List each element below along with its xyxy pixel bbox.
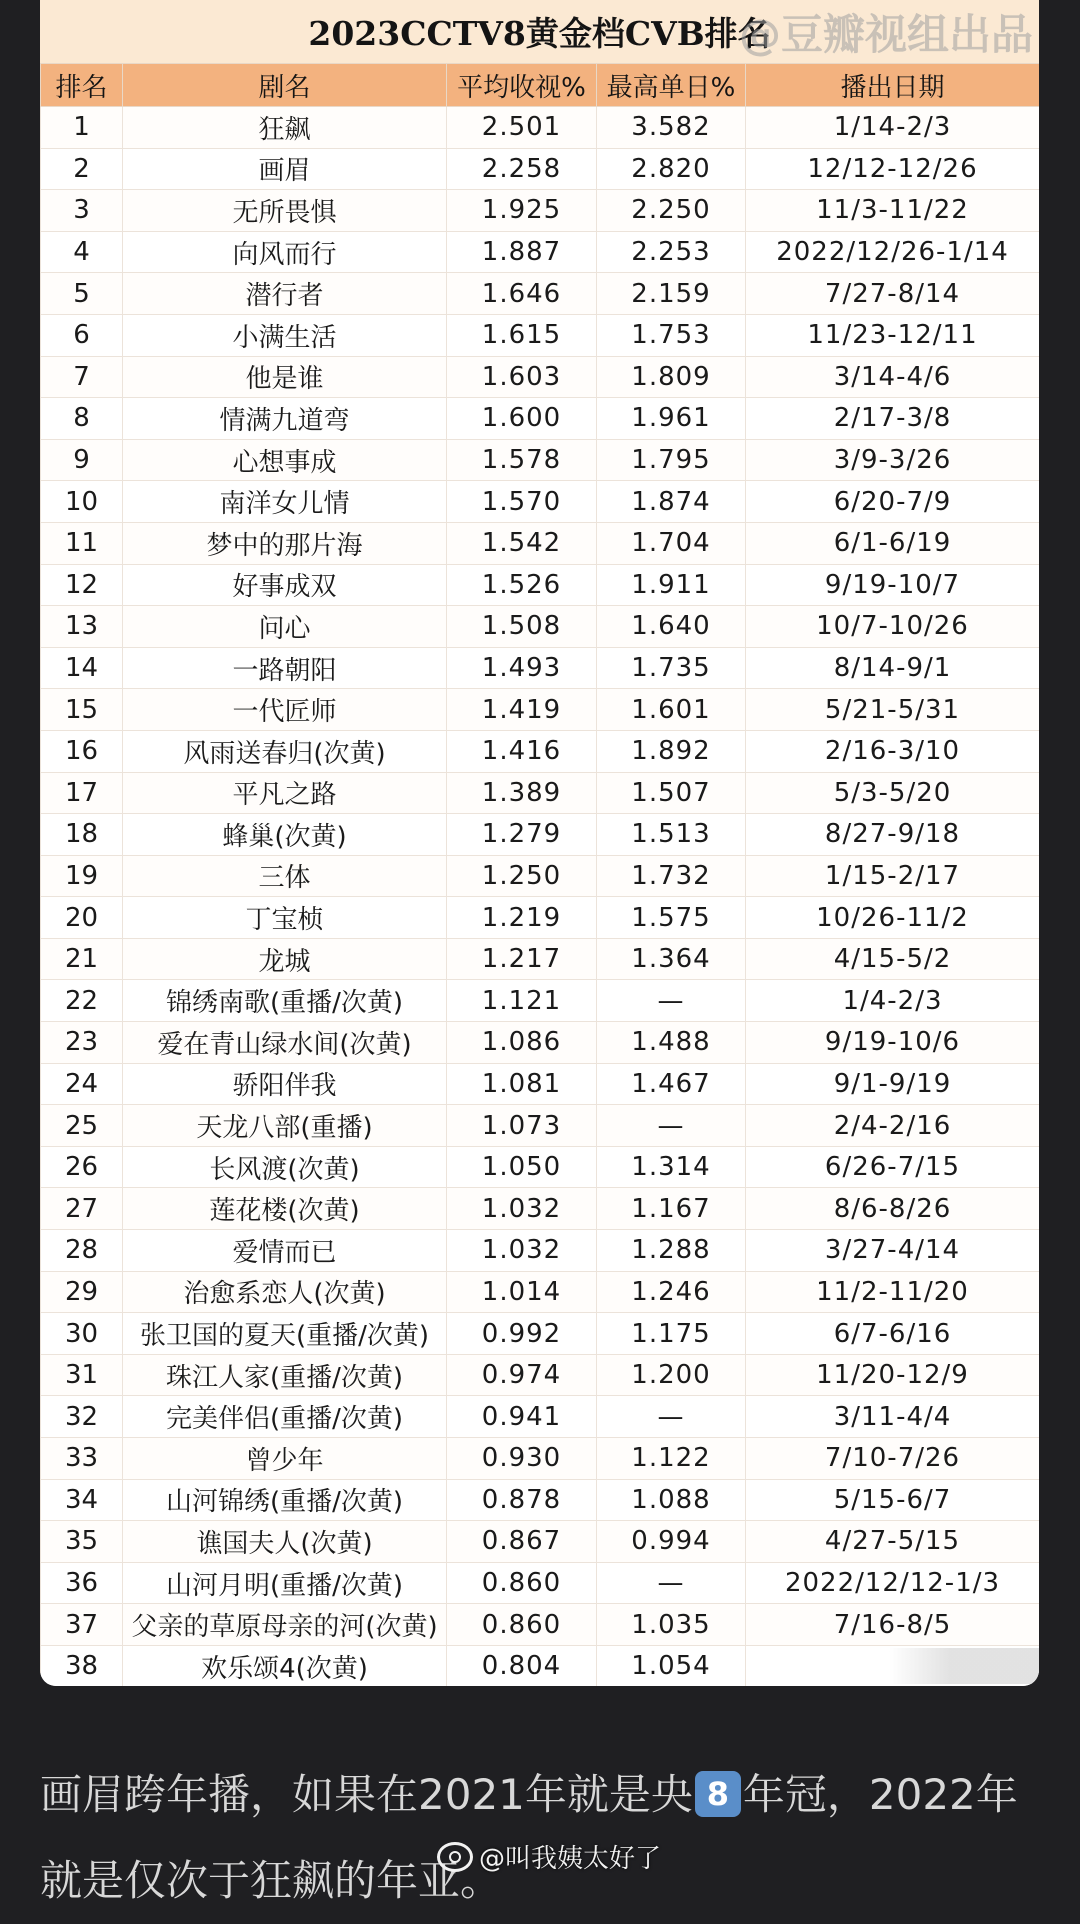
max-rating-cell: 1.640 <box>597 606 746 648</box>
avg-rating-cell: 1.416 <box>447 730 597 772</box>
max-rating-cell: 2.159 <box>597 273 746 315</box>
avg-rating-cell: 1.389 <box>447 772 597 814</box>
header-air-date: 播出日期 <box>746 64 1040 107</box>
max-rating-cell: 1.735 <box>597 647 746 689</box>
air-date-cell: 11/20-12/9 <box>746 1354 1040 1396</box>
table-row <box>41 814 1040 856</box>
max-rating-cell: 1.175 <box>597 1313 746 1355</box>
title-cell: 爱在青山绿水间(次黄) <box>123 1022 447 1064</box>
table-body <box>41 107 1040 1687</box>
table-row <box>41 730 1040 772</box>
avg-rating-cell: 1.578 <box>447 439 597 481</box>
max-rating-cell: — <box>597 1396 746 1438</box>
air-date-cell: 7/27-8/14 <box>746 273 1040 315</box>
table-title: 2023CCTV8黄金档CVB排名 <box>308 14 771 53</box>
table-row <box>41 107 1040 149</box>
rank-cell: 31 <box>41 1354 123 1396</box>
avg-rating-cell: 1.279 <box>447 814 597 856</box>
weibo-logo-icon <box>437 1842 473 1872</box>
avg-rating-cell: 1.570 <box>447 481 597 523</box>
table-row <box>41 1230 1040 1272</box>
title-cell: 风雨送春归(次黄) <box>123 730 447 772</box>
avg-rating-cell: 0.860 <box>447 1604 597 1646</box>
max-rating-cell: 1.507 <box>597 772 746 814</box>
max-rating-cell: 1.911 <box>597 564 746 606</box>
table-row <box>41 564 1040 606</box>
air-date-cell: 3/9-3/26 <box>746 439 1040 481</box>
rank-cell: 37 <box>41 1604 123 1646</box>
table-row <box>41 481 1040 523</box>
title-cell: 锦绣南歌(重播/次黄) <box>123 980 447 1022</box>
air-date-cell: 12/12-12/26 <box>746 148 1040 190</box>
max-rating-cell: 1.874 <box>597 481 746 523</box>
avg-rating-cell: 1.646 <box>447 273 597 315</box>
table-row <box>41 1562 1040 1604</box>
table-row <box>41 938 1040 980</box>
max-rating-cell: 1.601 <box>597 689 746 731</box>
air-date-cell: 8/14-9/1 <box>746 647 1040 689</box>
air-date-cell: 5/21-5/31 <box>746 689 1040 731</box>
title-cell: 龙城 <box>123 938 447 980</box>
avg-rating-cell: 1.925 <box>447 190 597 232</box>
title-cell: 完美伴侣(重播/次黄) <box>123 1396 447 1438</box>
avg-rating-cell: 1.050 <box>447 1146 597 1188</box>
table-row <box>41 772 1040 814</box>
avg-rating-cell: 1.526 <box>447 564 597 606</box>
table-row <box>41 689 1040 731</box>
air-date-cell: 2/4-2/16 <box>746 1105 1040 1147</box>
avg-rating-cell: 0.804 <box>447 1645 597 1686</box>
title-cell: 珠江人家(重播/次黄) <box>123 1354 447 1396</box>
rank-cell: 34 <box>41 1479 123 1521</box>
rank-cell: 33 <box>41 1438 123 1480</box>
title-cell: 问心 <box>123 606 447 648</box>
rank-cell: 25 <box>41 1105 123 1147</box>
table-row <box>41 647 1040 689</box>
title-cell: 莲花楼(次黄) <box>123 1188 447 1230</box>
title-cell: 情满九道弯 <box>123 398 447 440</box>
title-cell: 无所畏惧 <box>123 190 447 232</box>
rank-cell: 3 <box>41 190 123 232</box>
avg-rating-cell: 1.081 <box>447 1063 597 1105</box>
avg-rating-cell: 0.860 <box>447 1562 597 1604</box>
air-date-cell: 4/27-5/15 <box>746 1521 1040 1563</box>
rank-cell: 10 <box>41 481 123 523</box>
air-date-cell: 8/6-8/26 <box>746 1188 1040 1230</box>
rank-cell: 26 <box>41 1146 123 1188</box>
avg-rating-cell: 1.121 <box>447 980 597 1022</box>
rank-cell: 24 <box>41 1063 123 1105</box>
table-title-bar <box>40 0 1039 63</box>
rank-cell: 28 <box>41 1230 123 1272</box>
air-date-cell: 5/3-5/20 <box>746 772 1040 814</box>
table-row <box>41 273 1040 315</box>
title-cell: 丁宝桢 <box>123 897 447 939</box>
rank-cell: 7 <box>41 356 123 398</box>
title-cell: 张卫国的夏天(重播/次黄) <box>123 1313 447 1355</box>
table-row <box>41 190 1040 232</box>
avg-rating-cell: 1.014 <box>447 1271 597 1313</box>
max-rating-cell: 1.704 <box>597 522 746 564</box>
caption-text-end: 年冠，2022年就是仅次于狂飙的年亚。 <box>40 1770 1018 1905</box>
table-row <box>41 1354 1040 1396</box>
watermark: @豆瓣视组出品 <box>738 10 1033 59</box>
avg-rating-cell: 2.501 <box>447 107 597 149</box>
avg-rating-cell: 1.603 <box>447 356 597 398</box>
title-cell: 平凡之路 <box>123 772 447 814</box>
title-cell: 狂飙 <box>123 107 447 149</box>
max-rating-cell: 1.088 <box>597 1479 746 1521</box>
max-rating-cell: 1.364 <box>597 938 746 980</box>
max-rating-cell: 1.246 <box>597 1271 746 1313</box>
max-rating-cell: 1.167 <box>597 1188 746 1230</box>
max-rating-cell: 1.732 <box>597 855 746 897</box>
max-rating-cell: 2.250 <box>597 190 746 232</box>
table-row <box>41 148 1040 190</box>
max-rating-cell: 1.314 <box>597 1146 746 1188</box>
title-cell: 蜂巢(次黄) <box>123 814 447 856</box>
table-row <box>41 1438 1040 1480</box>
air-date-cell: 4/15-5/2 <box>746 938 1040 980</box>
air-date-cell: 8/27-9/18 <box>746 814 1040 856</box>
header-rank: 排名 <box>41 64 123 107</box>
rank-cell: 14 <box>41 647 123 689</box>
avg-rating-cell: 1.219 <box>447 897 597 939</box>
max-rating-cell: 1.467 <box>597 1063 746 1105</box>
max-rating-cell: 1.961 <box>597 398 746 440</box>
title-cell: 三体 <box>123 855 447 897</box>
table-row <box>41 1396 1040 1438</box>
air-date-cell: 11/23-12/11 <box>746 314 1040 356</box>
max-rating-cell: 2.820 <box>597 148 746 190</box>
table-row <box>41 1188 1040 1230</box>
avg-rating-cell: 1.086 <box>447 1022 597 1064</box>
air-date-cell: 5/15-6/7 <box>746 1479 1040 1521</box>
table-row <box>41 1022 1040 1064</box>
table-row <box>41 980 1040 1022</box>
ratings-table <box>40 63 1039 1686</box>
title-cell: 爱情而已 <box>123 1230 447 1272</box>
weibo-handle: @叫我姨太好了 <box>479 1844 662 1874</box>
rank-cell: 21 <box>41 938 123 980</box>
title-cell: 画眉 <box>123 148 447 190</box>
air-date-cell: 3/14-4/6 <box>746 356 1040 398</box>
title-cell: 一代匠师 <box>123 689 447 731</box>
max-rating-cell: 1.122 <box>597 1438 746 1480</box>
rank-cell: 22 <box>41 980 123 1022</box>
table-row <box>41 1105 1040 1147</box>
table-row <box>41 231 1040 273</box>
avg-rating-cell: 1.600 <box>447 398 597 440</box>
avg-rating-cell: 1.493 <box>447 647 597 689</box>
max-rating-cell: 1.795 <box>597 439 746 481</box>
table-row <box>41 522 1040 564</box>
avg-rating-cell: 1.032 <box>447 1188 597 1230</box>
table-row <box>41 314 1040 356</box>
rank-cell: 18 <box>41 814 123 856</box>
avg-rating-cell: 0.930 <box>447 1438 597 1480</box>
max-rating-cell: 1.753 <box>597 314 746 356</box>
table-row <box>41 1271 1040 1313</box>
rank-cell: 23 <box>41 1022 123 1064</box>
avg-rating-cell: 1.508 <box>447 606 597 648</box>
rank-cell: 30 <box>41 1313 123 1355</box>
max-rating-cell: 1.809 <box>597 356 746 398</box>
avg-rating-cell: 1.217 <box>447 938 597 980</box>
rank-cell: 16 <box>41 730 123 772</box>
title-cell: 欢乐颂4(次黄) <box>123 1645 447 1686</box>
air-date-cell: 1/14-2/3 <box>746 107 1040 149</box>
air-date-cell: 2022/12/26-1/14 <box>746 231 1040 273</box>
table-row <box>41 398 1040 440</box>
title-cell: 小满生活 <box>123 314 447 356</box>
rank-cell: 27 <box>41 1188 123 1230</box>
max-rating-cell: 1.054 <box>597 1645 746 1686</box>
max-rating-cell: 1.035 <box>597 1604 746 1646</box>
post-image[interactable] <box>40 0 1039 1686</box>
rank-cell: 15 <box>41 689 123 731</box>
avg-rating-cell: 0.974 <box>447 1354 597 1396</box>
rank-cell: 17 <box>41 772 123 814</box>
table-row <box>41 1521 1040 1563</box>
air-date-cell: 11/3-11/22 <box>746 190 1040 232</box>
table-row <box>41 606 1040 648</box>
rank-cell: 36 <box>41 1562 123 1604</box>
avg-rating-cell: 0.867 <box>447 1521 597 1563</box>
air-date-cell: 6/20-7/9 <box>746 481 1040 523</box>
max-rating-cell: — <box>597 980 746 1022</box>
air-date-cell: 9/19-10/6 <box>746 1022 1040 1064</box>
avg-rating-cell: 1.032 <box>447 1230 597 1272</box>
weibo-source-tag[interactable] <box>437 1838 661 1875</box>
air-date-cell: 6/7-6/16 <box>746 1313 1040 1355</box>
air-date-cell: 3/27-4/14 <box>746 1230 1040 1272</box>
max-rating-cell: 1.513 <box>597 814 746 856</box>
rank-cell: 35 <box>41 1521 123 1563</box>
avg-rating-cell: 1.419 <box>447 689 597 731</box>
table-row <box>41 897 1040 939</box>
rank-cell: 32 <box>41 1396 123 1438</box>
rank-cell: 20 <box>41 897 123 939</box>
title-cell: 向风而行 <box>123 231 447 273</box>
avg-rating-cell: 1.542 <box>447 522 597 564</box>
rank-cell: 38 <box>41 1645 123 1686</box>
keycap-8-emoji-icon: 8 <box>695 1771 741 1817</box>
title-cell: 好事成双 <box>123 564 447 606</box>
title-cell: 骄阳伴我 <box>123 1063 447 1105</box>
rank-cell: 19 <box>41 855 123 897</box>
rank-cell: 4 <box>41 231 123 273</box>
title-cell: 山河锦绣(重播/次黄) <box>123 1479 447 1521</box>
caption-text-start: 画眉跨年播，如果在2021年就是央 <box>40 1770 693 1819</box>
title-cell: 曾少年 <box>123 1438 447 1480</box>
title-cell: 一路朝阳 <box>123 647 447 689</box>
table-row <box>41 1313 1040 1355</box>
max-rating-cell: — <box>597 1562 746 1604</box>
rank-cell: 11 <box>41 522 123 564</box>
rank-cell: 2 <box>41 148 123 190</box>
rank-cell: 12 <box>41 564 123 606</box>
max-rating-cell: 2.253 <box>597 231 746 273</box>
max-rating-cell: 1.288 <box>597 1230 746 1272</box>
avg-rating-cell: 1.887 <box>447 231 597 273</box>
title-cell: 梦中的那片海 <box>123 522 447 564</box>
air-date-cell: 11/2-11/20 <box>746 1271 1040 1313</box>
avg-rating-cell: 0.992 <box>447 1313 597 1355</box>
table-row <box>41 439 1040 481</box>
table-row <box>41 1479 1040 1521</box>
avg-rating-cell: 2.258 <box>447 148 597 190</box>
rank-cell: 13 <box>41 606 123 648</box>
avg-rating-cell: 1.615 <box>447 314 597 356</box>
header-title: 剧名 <box>123 64 447 107</box>
air-date-cell: 2/16-3/10 <box>746 730 1040 772</box>
air-date-cell: 7/16-8/5 <box>746 1604 1040 1646</box>
table-header-row <box>41 64 1040 107</box>
table-row <box>41 855 1040 897</box>
header-avg-rating: 平均收视% <box>447 64 597 107</box>
title-cell: 天龙八部(重播) <box>123 1105 447 1147</box>
air-date-cell: 7/10-7/26 <box>746 1438 1040 1480</box>
table-row <box>41 1063 1040 1105</box>
title-cell: 山河月明(重播/次黄) <box>123 1562 447 1604</box>
air-date-cell: 6/1-6/19 <box>746 522 1040 564</box>
max-rating-cell: 1.200 <box>597 1354 746 1396</box>
title-cell: 他是谁 <box>123 356 447 398</box>
title-cell: 南洋女儿情 <box>123 481 447 523</box>
air-date-cell: 3/11-4/4 <box>746 1396 1040 1438</box>
air-date-cell: 1/15-2/17 <box>746 855 1040 897</box>
air-date-cell: 10/26-11/2 <box>746 897 1040 939</box>
air-date-cell: 1/4-2/3 <box>746 980 1040 1022</box>
table-row <box>41 356 1040 398</box>
air-date-cell: 2/17-3/8 <box>746 398 1040 440</box>
air-date-cell: 9/1-9/19 <box>746 1063 1040 1105</box>
max-rating-cell: 3.582 <box>597 107 746 149</box>
max-rating-cell: 1.488 <box>597 1022 746 1064</box>
avg-rating-cell: 1.250 <box>447 855 597 897</box>
rank-cell: 6 <box>41 314 123 356</box>
rank-cell: 9 <box>41 439 123 481</box>
max-rating-cell: 1.575 <box>597 897 746 939</box>
air-date-cell: 10/7-10/26 <box>746 606 1040 648</box>
title-cell: 父亲的草原母亲的河(次黄) <box>123 1604 447 1646</box>
avg-rating-cell: 0.878 <box>447 1479 597 1521</box>
title-cell: 潜行者 <box>123 273 447 315</box>
table-row <box>41 1604 1040 1646</box>
title-cell: 谯国夫人(次黄) <box>123 1521 447 1563</box>
image-overlay-fade <box>889 1648 1039 1684</box>
rank-cell: 5 <box>41 273 123 315</box>
title-cell: 心想事成 <box>123 439 447 481</box>
avg-rating-cell: 1.073 <box>447 1105 597 1147</box>
avg-rating-cell: 0.941 <box>447 1396 597 1438</box>
rank-cell: 1 <box>41 107 123 149</box>
air-date-cell: 6/26-7/15 <box>746 1146 1040 1188</box>
max-rating-cell: — <box>597 1105 746 1147</box>
rank-cell: 8 <box>41 398 123 440</box>
air-date-cell: 9/19-10/7 <box>746 564 1040 606</box>
header-max-rating: 最高单日% <box>597 64 746 107</box>
title-cell: 长风渡(次黄) <box>123 1146 447 1188</box>
max-rating-cell: 0.994 <box>597 1521 746 1563</box>
rank-cell: 29 <box>41 1271 123 1313</box>
table-row <box>41 1146 1040 1188</box>
max-rating-cell: 1.892 <box>597 730 746 772</box>
title-cell: 治愈系恋人(次黄) <box>123 1271 447 1313</box>
air-date-cell: 2022/12/12-1/3 <box>746 1562 1040 1604</box>
